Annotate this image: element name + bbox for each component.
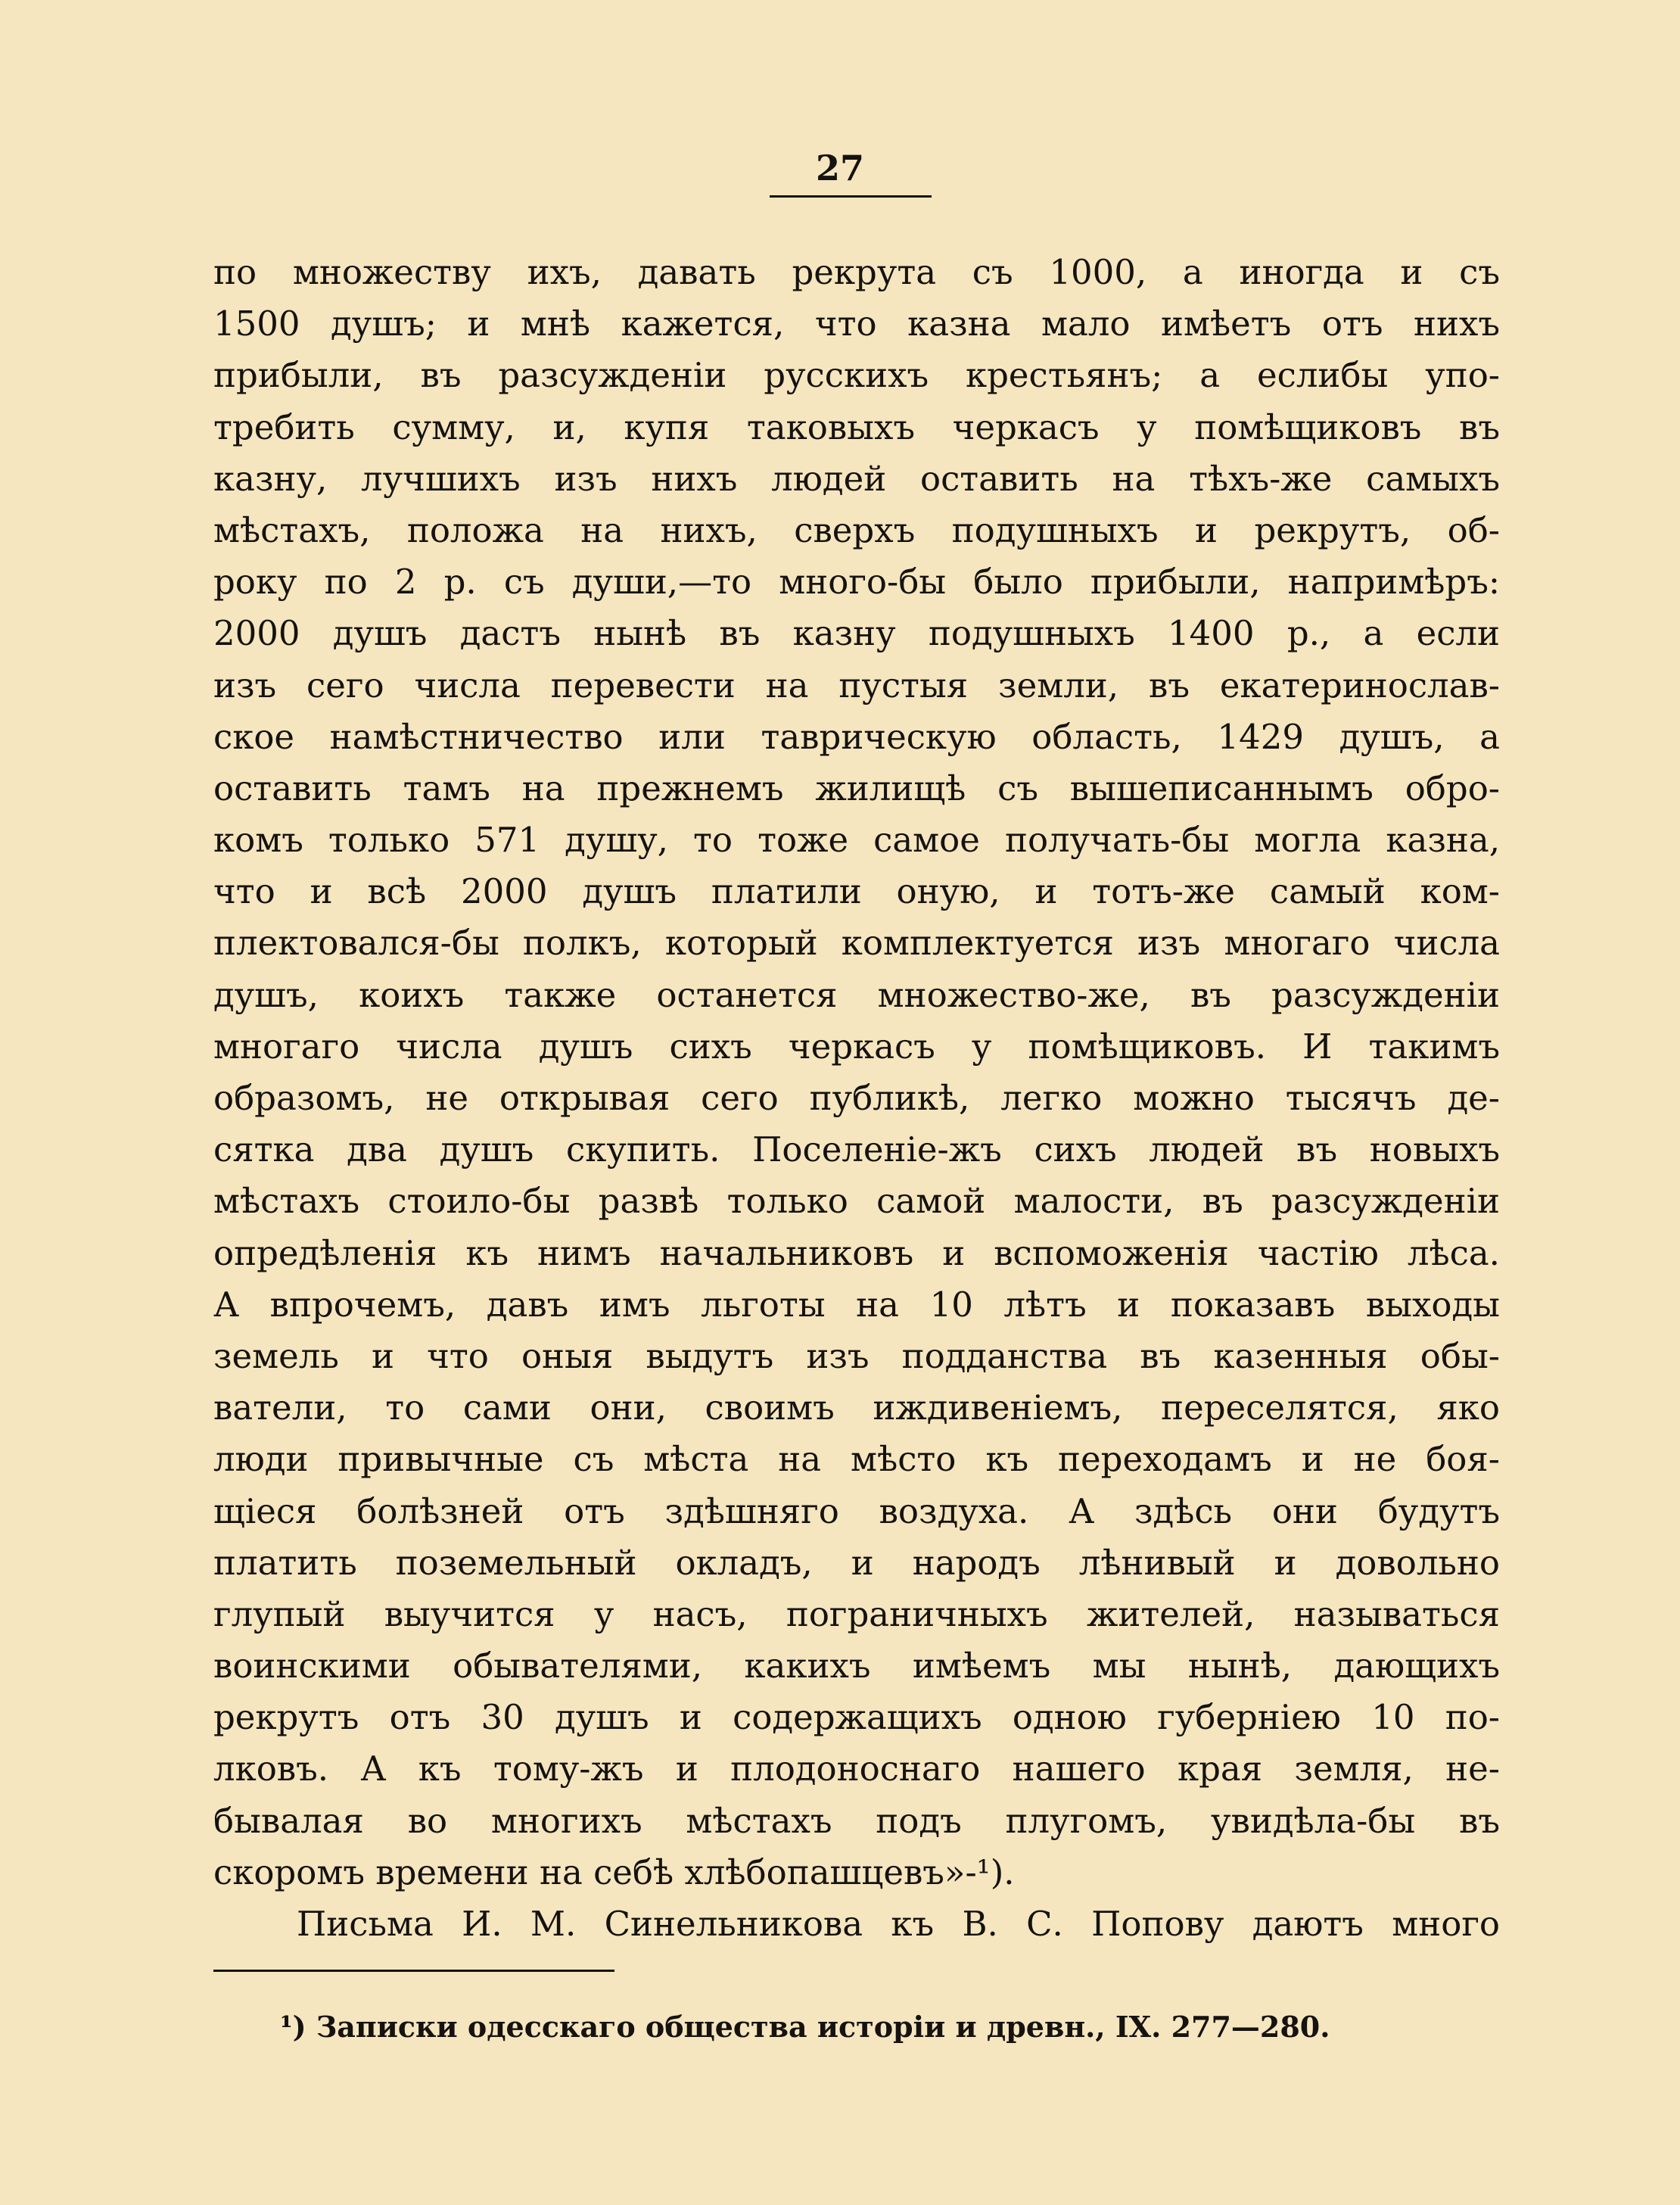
text-line: прибыли, въ разсужденіи русскихъ крестьянъ; а еслибы упо-: [213, 355, 1500, 396]
footnote: ¹) Записки одесскаго общества исторіи и древн., IX. 277—280.: [280, 2010, 1330, 2044]
text-line: А впрочемъ, давъ имъ льготы на 10 лѣтъ и показавъ выходы: [213, 1284, 1500, 1325]
text-line: мѣстахъ, положа на нихъ, сверхъ подушныхъ и рекрутъ, об-: [213, 509, 1500, 550]
body-text: [213, 247, 1500, 1950]
footnote-rule: [213, 1970, 614, 1972]
text-line: бывалая во многихъ мѣстахъ подъ плугомъ, увидѣла-бы въ: [213, 1800, 1500, 1841]
text-line: Письма И. М. Синельникова къ В. С. Попову даютъ много: [297, 1904, 1500, 1944]
text-line: воинскими обывателями, какихъ имѣемъ мы нынѣ, дающихъ: [213, 1646, 1500, 1686]
text-line: ватели, то сами они, своимъ иждивеніемъ, переселятся, яко: [213, 1387, 1500, 1428]
text-line: глупый выучится у насъ, пограничныхъ жителей, называться: [213, 1593, 1500, 1634]
text-line: изъ сего числа перевести на пустыя земли, въ екатеринослав-: [213, 665, 1500, 705]
text-line: требить сумму, и, купя таковыхъ черкасъ у помѣщиковъ въ: [213, 406, 1500, 447]
text-line: мѣстахъ стоило-бы развѣ только самой малости, въ разсужденіи: [213, 1181, 1500, 1222]
page-number: 27: [815, 148, 864, 188]
text-line: сятка два душъ скупить. Поселеніе-жъ сихъ людей въ новыхъ: [213, 1129, 1500, 1170]
text-line: 1500 душъ; и мнѣ кажется, что казна мало имѣетъ отъ нихъ: [213, 304, 1500, 344]
text-line: казну, лучшихъ изъ нихъ людей оставить на тѣхъ-же самыхъ: [213, 458, 1500, 499]
text-line: душъ, коихъ также останется множество-же, въ разсужденіи: [213, 974, 1500, 1015]
page-number-rule: [770, 195, 932, 198]
text-line: ское намѣстничество или таврическую область, 1429 душъ, а: [213, 716, 1500, 757]
text-line: образомъ, не открывая сего публикѣ, легко можно тысячъ де-: [213, 1078, 1500, 1118]
text-line: многаго числа душъ сихъ черкасъ у помѣщиковъ. И такимъ: [213, 1026, 1500, 1067]
text-line: щіеся болѣзней отъ здѣшняго воздуха. А здѣсь они будутъ: [213, 1490, 1500, 1531]
text-line: плектовался-бы полкъ, который комплектуется изъ многаго числа: [213, 923, 1500, 964]
text-line: что и всѣ 2000 душъ платили оную, и тотъ-же самый ком-: [213, 871, 1500, 912]
text-line: земель и что оныя выдутъ изъ подданства въ казенныя обы-: [213, 1335, 1500, 1376]
text-line: оставить тамъ на прежнемъ жилищѣ съ вышеписаннымъ обро-: [213, 768, 1500, 808]
text-line: рекрутъ отъ 30 душъ и содержащихъ одною губерніею 10 по-: [213, 1697, 1500, 1738]
text-line: 2000 душъ дастъ нынѣ въ казну подушныхъ 1400 р., а если: [213, 613, 1500, 654]
text-line: комъ только 571 душу, то тоже самое получать-бы могла казна,: [213, 820, 1500, 861]
text-line: скоромъ времени на себѣ хлѣбопашцевъ»-¹).: [213, 1852, 1015, 1892]
text-line: платить поземельный окладъ, и народъ лѣнивый и довольно: [213, 1542, 1500, 1583]
text-line: лковъ. А къ тому-жъ и плодоноснаго нашего края земля, не-: [213, 1749, 1500, 1789]
text-line: по множеству ихъ, давать рекрута съ 1000, а иногда и съ: [213, 252, 1500, 292]
text-line: року по 2 р. съ души,—то много-бы было прибыли, напримѣръ:: [213, 562, 1500, 603]
text-line: люди привычные съ мѣста на мѣсто къ переходамъ и не боя-: [213, 1439, 1500, 1480]
text-line: опредѣленія къ нимъ начальниковъ и вспоможенія частію лѣса.: [213, 1232, 1500, 1273]
